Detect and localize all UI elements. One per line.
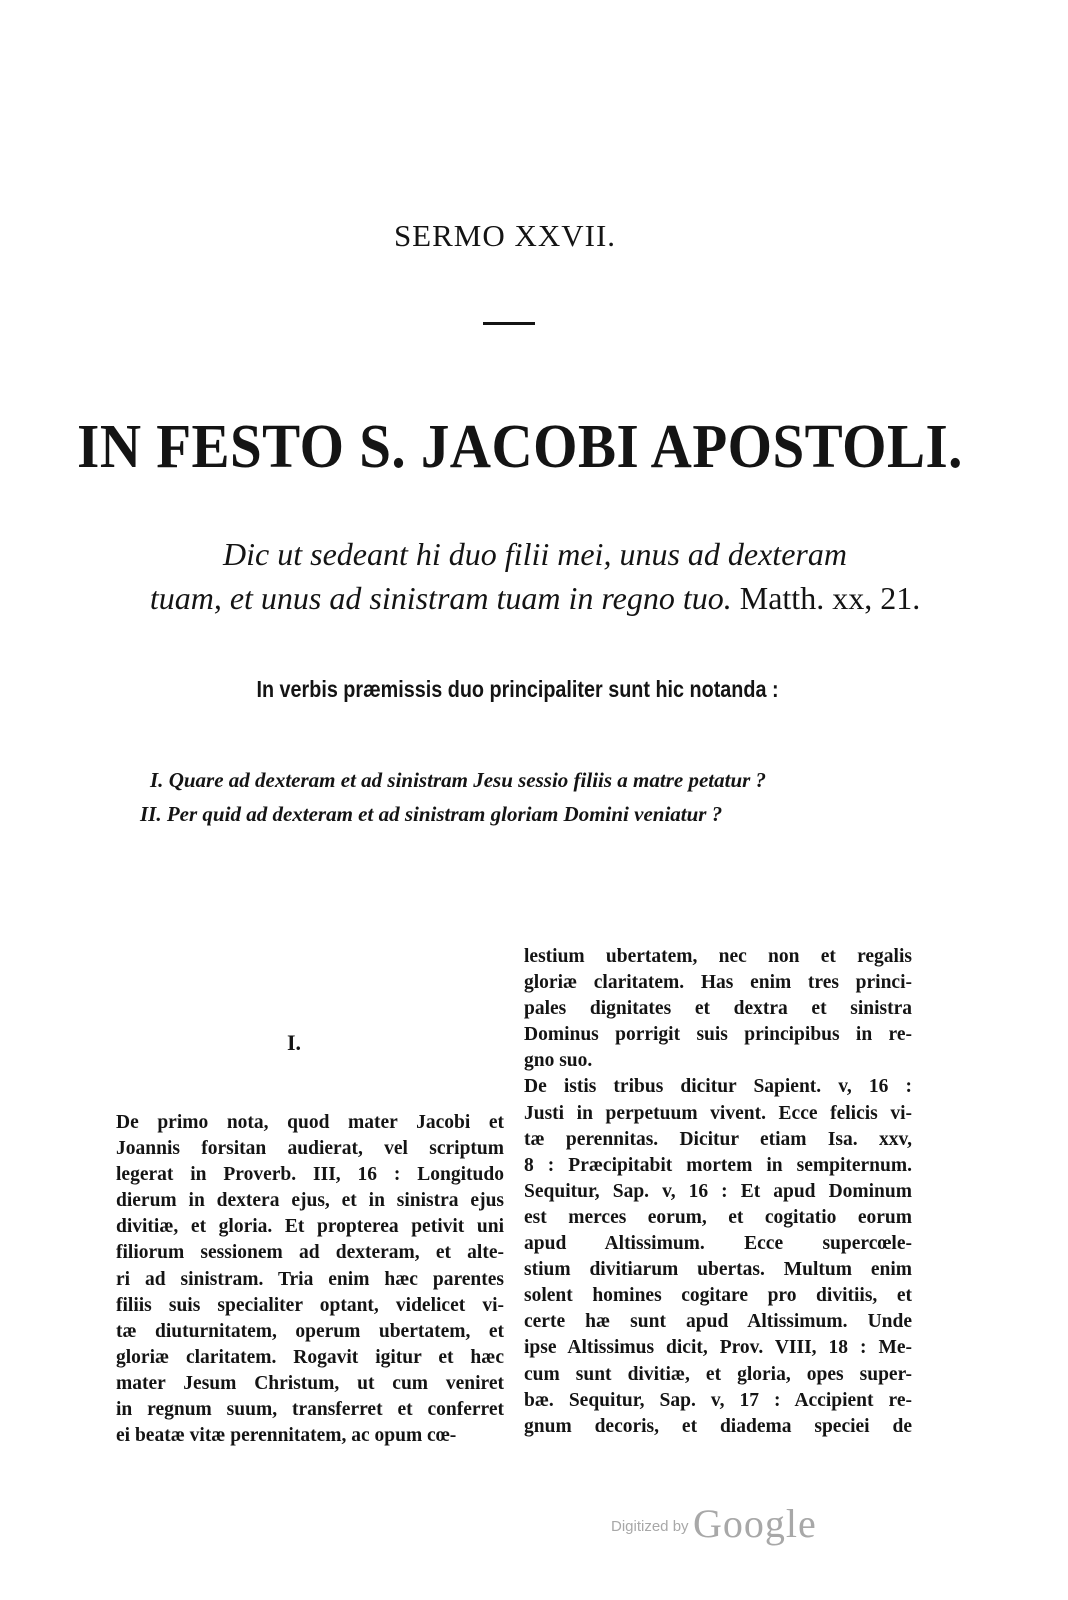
verse-line-2 (120, 576, 950, 620)
point-1 (150, 768, 766, 793)
column-line: cum sunt divitiæ, et gloria, opes super- (524, 1363, 912, 1385)
section-numeral: I. (287, 1030, 302, 1055)
column-line: divitiæ, et gloria. Et propterea petivit uni (116, 1216, 504, 1238)
column-line: ei beatæ vitæ perennitatem, ac opum cœ- (116, 1425, 457, 1447)
column-line: filiorum sessionem ad dexteram, et alte- (116, 1242, 504, 1264)
title-rule (483, 322, 535, 325)
column-line: gloriæ claritatem. Has enim tres princi- (524, 972, 912, 994)
column-line: stium divitiarum ubertas. Multum enim (524, 1259, 912, 1281)
point-1-number: I. (150, 768, 164, 792)
column-line: ri ad sinistram. Tria enim hæc parentes (116, 1268, 504, 1290)
point-2-number: II. (140, 802, 162, 826)
point-2 (140, 802, 722, 827)
sermon-number: SERMO XXVII. (393, 218, 617, 253)
verse-line-2-text: tuam, et unus ad sinistram tuam in regno tuo. (149, 580, 732, 616)
left-column (116, 1110, 504, 1449)
column-line: solent homines cogitare pro divitiis, et (524, 1285, 912, 1307)
column-line: Joannis forsitan audierat, vel scriptum (116, 1138, 504, 1160)
column-line: tæ diuturnitatem, operum ubertatem, et (116, 1320, 504, 1342)
column-line: in regnum suum, transferret et conferret (116, 1399, 504, 1421)
column-line: mater Jesum Christum, ut cum veniret (116, 1372, 504, 1394)
digitized-watermark (611, 1500, 817, 1547)
column-line: Dominus porrigit suis principibus in re- (524, 1024, 912, 1046)
page-title: IN FESTO S. JACOBI APOSTOLI. (77, 413, 963, 481)
column-line: gno suo. (524, 1050, 593, 1072)
column-line: gnum decoris, et diadema speciei de (524, 1415, 912, 1437)
column-line: legerat in Proverb. III, 16 : Longitudo (116, 1164, 504, 1186)
column-line: Justi in perpetuum vivent. Ecce felicis vi- (524, 1102, 912, 1124)
watermark-prefix: Digitized by (611, 1518, 689, 1535)
column-line: ipse Altissimus dicit, Prov. VIII, 18 : Me- (524, 1337, 912, 1359)
intro-text: In verbis præmissis duo principaliter sunt hic notanda : (256, 676, 779, 702)
google-logo: Google (693, 1501, 817, 1546)
column-line: apud Altissimum. Ecce supercœle- (524, 1233, 912, 1255)
column-line: filiis suis specialiter optant, videlicet vi- (116, 1294, 504, 1316)
column-line: 8 : Præcipitabit mortem in sempiternum. (524, 1154, 912, 1176)
point-2-text: Per quid ad dexteram et ad sinistram gloriam Domini veniatur ? (161, 802, 723, 826)
column-line: bæ. Sequitur, Sap. v, 17 : Accipient re- (524, 1389, 912, 1411)
column-line: Sequitur, Sap. v, 16 : Et apud Dominum (524, 1180, 912, 1202)
verse-reference: Matth. xx, 21. (731, 580, 921, 616)
column-line: lestium ubertatem, nec non et regalis (524, 946, 912, 967)
right-column (524, 944, 912, 1440)
column-line: De istis tribus dicitur Sapient. v, 16 : (524, 1076, 912, 1098)
column-line: pales dignitates et dextra et sinistra (524, 998, 912, 1020)
verse-line-1: Dic ut sedeant hi duo filii mei, unus ad dexteram (223, 536, 847, 572)
scripture-verse (120, 532, 950, 620)
column-line: certe hæ sunt apud Altissimum. Unde (524, 1311, 912, 1333)
column-line: gloriæ claritatem. Rogavit igitur et hæc (116, 1346, 504, 1368)
point-1-text: Quare ad dexteram et ad sinistram Jesu sessio filiis a matre petatur ? (163, 768, 767, 792)
column-line: dierum in dextera ejus, et in sinistra ejus (116, 1190, 504, 1212)
column-line: est merces eorum, et cogitatio eorum (524, 1206, 912, 1228)
column-line: tæ perennitas. Dicitur etiam Isa. xxv, (524, 1128, 912, 1150)
column-line: De primo nota, quod mater Jacobi et (116, 1112, 504, 1133)
